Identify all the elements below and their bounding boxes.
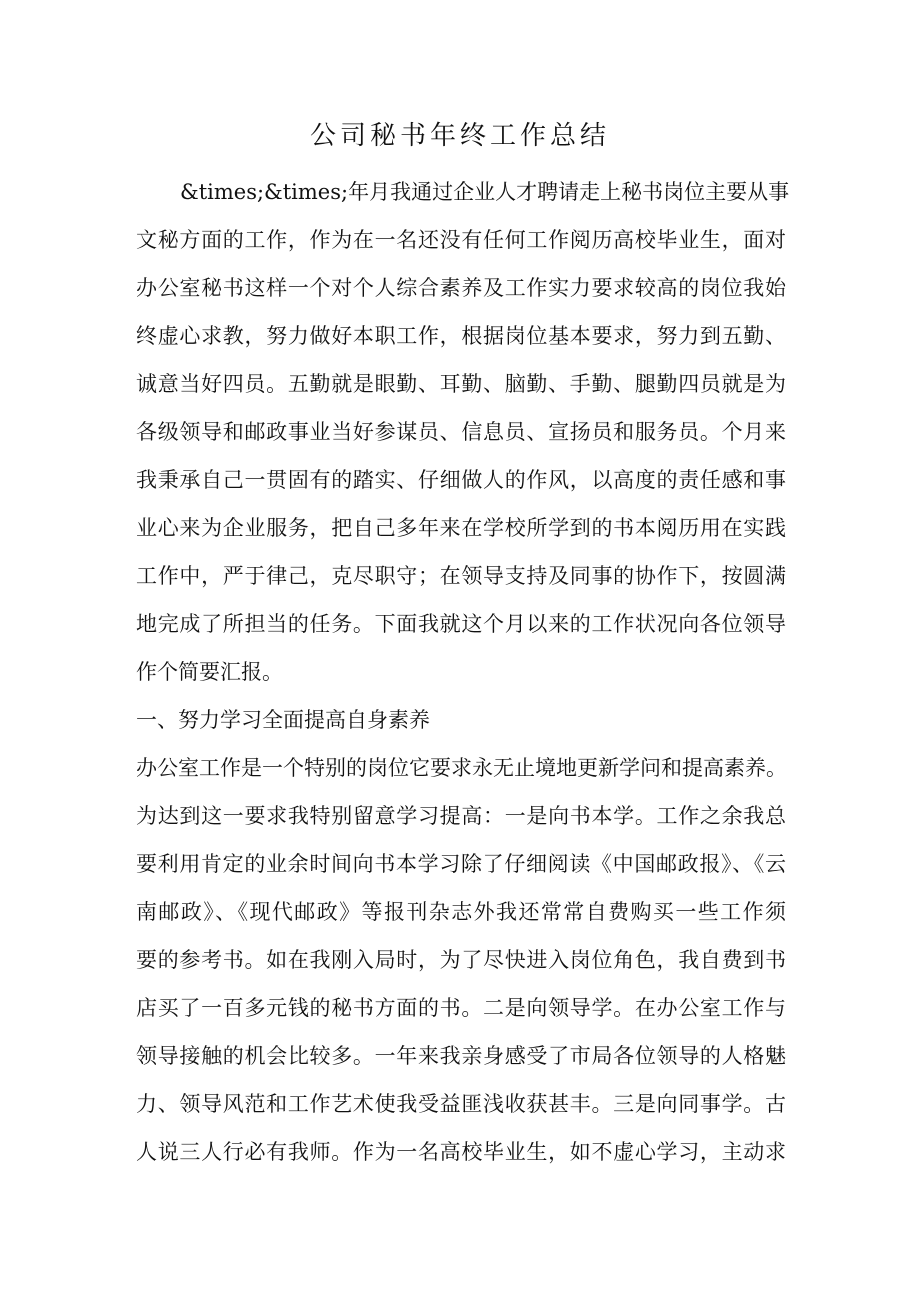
paragraph-line: 力、领导风范和工作艺术使我受益匪浅收获甚丰。三是向同事学。古	[136, 1092, 786, 1116]
paragraph-line: 我秉承自己一贯固有的踏实、仔细做人的作风，以高度的责任感和事	[136, 468, 786, 492]
paragraph-line: 诚意当好四员。五勤就是眼勤、耳勤、脑勤、手勤、腿勤四员就是为	[136, 372, 786, 396]
paragraph-line: 人说三人行必有我师。作为一名高校毕业生，如不虚心学习，主动求	[136, 1140, 786, 1164]
section-heading: 一、努力学习全面提高自身素养	[136, 708, 430, 732]
document-body	[136, 168, 790, 1176]
paragraph-line: 各级领导和邮政事业当好参谋员、信息员、宣扬员和服务员。个月来	[136, 420, 786, 444]
paragraph-line: 店买了一百多元钱的秘书方面的书。二是向领导学。在办公室工作与	[136, 996, 786, 1020]
paragraph-line: 文秘方面的工作，作为在一名还没有任何工作阅历高校毕业生，面对	[136, 228, 786, 252]
paragraph-line: 要利用肯定的业余时间向书本学习除了仔细阅读《中国邮政报》、《云	[136, 852, 786, 876]
paragraph-line: 工作中，严于律己，克尽职守；在领导支持及同事的协作下，按圆满	[136, 564, 786, 588]
document-title: 公司秘书年终工作总结	[309, 121, 610, 151]
paragraph-line: 办公室工作是一个特别的岗位它要求永无止境地更新学问和提高素养。	[136, 756, 787, 780]
paragraph-line: 作个简要汇报。	[136, 660, 283, 684]
paragraph-line: 地完成了所担当的任务。下面我就这个月以来的工作状况向各位领导	[136, 612, 786, 636]
paragraph-line: 办公室秘书这样一个对个人综合素养及工作实力要求较高的岗位我始	[136, 276, 786, 300]
paragraph-line: 终虚心求教，努力做好本职工作，根据岗位基本要求，努力到五勤、	[136, 324, 786, 348]
paragraph-line: 业心来为企业服务，把自己多年来在学校所学到的书本阅历用在实践	[136, 516, 786, 540]
paragraph-line: &times;&times;年月我通过企业人才聘请走上秘书岗位主要从事	[180, 180, 790, 204]
paragraph-line: 领导接触的机会比较多。一年来我亲身感受了市局各位领导的人格魅	[136, 1044, 786, 1068]
paragraph-line: 要的参考书。如在我刚入局时，为了尽快进入岗位角色，我自费到书	[136, 948, 786, 972]
paragraph-line: 为达到这一要求我特别留意学习提高：一是向书本学。工作之余我总	[136, 804, 786, 828]
paragraph-line: 南邮政》、《现代邮政》等报刊杂志外我还常常自费购买一些工作须	[136, 900, 786, 924]
